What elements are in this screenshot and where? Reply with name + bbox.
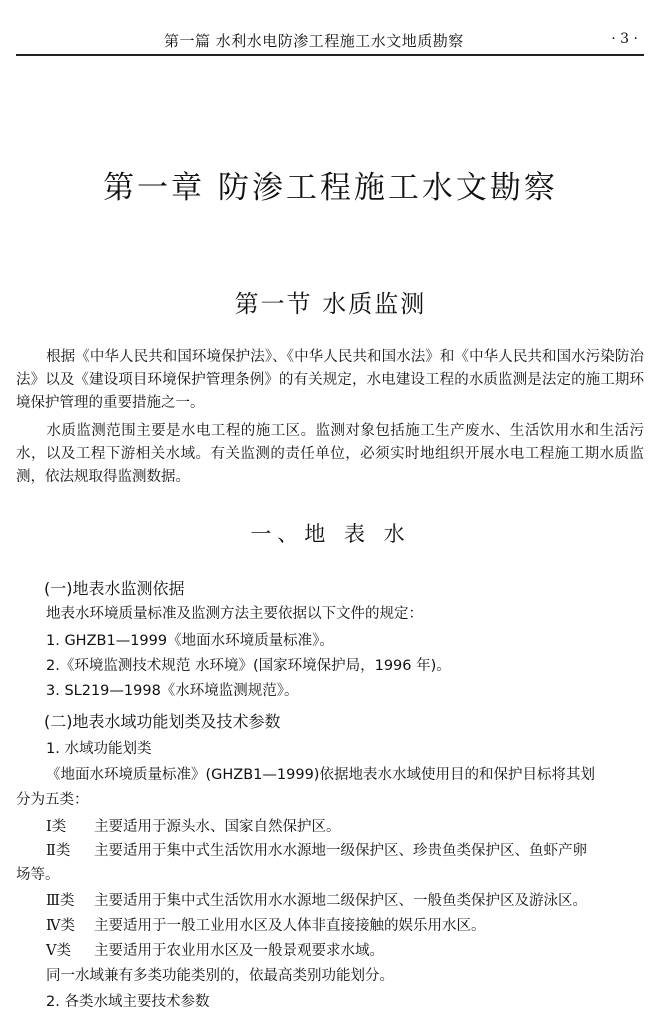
class-text: 主要适用于农业用水区及一般景观要求水域。 — [94, 943, 384, 959]
class-item-2-continuation: 场等。 — [16, 867, 60, 883]
class-text: 主要适用于集中式生活饮用水水源地二级保护区、一般鱼类保护区及游泳区。 — [94, 893, 587, 909]
basis-item-1: 1. GHZB1—1999《地面水环境质量标准》。 — [46, 633, 334, 649]
heading-surface-water: 一、地 表 水 — [250, 522, 411, 546]
section-title: 第一节 水质监测 — [234, 290, 427, 318]
point-1-heading: 1. 水域功能划类 — [46, 741, 152, 757]
basis-item-2: 2.《环境监测技术规范 水环境》(国家环境保护局，1996 年)。 — [46, 658, 451, 674]
class-item-2 — [46, 840, 587, 863]
running-header-title: 第一篇 水利水电防渗工程施工水文地质勘察 — [164, 32, 464, 50]
subheading-monitoring-basis: (一)地表水监测依据 — [44, 579, 185, 598]
class-number: Ⅳ类 — [46, 918, 75, 934]
basis-item-3: 3. SL219—1998《水环境监测规范》。 — [46, 683, 299, 699]
classes-intro-line-1: 《地面水环境质量标准》(GHZB1—1999)依据地表水水域使用目的和保护目标将其划 — [46, 767, 595, 783]
subheading-function-classes: (二)地表水域功能划类及技术参数 — [44, 712, 281, 731]
classes-intro-line-2: 分为五类： — [16, 792, 89, 808]
class-item-1 — [46, 816, 341, 839]
point-2-heading: 2. 各类水域主要技术参数 — [46, 994, 210, 1010]
class-text: 主要适用于源头水、国家自然保护区。 — [94, 819, 341, 835]
class-item-3 — [46, 890, 587, 913]
class-text: 主要适用于一般工业用水区及人体非直接接触的娱乐用水区。 — [94, 918, 486, 934]
class-number: Ⅴ类 — [46, 943, 71, 959]
class-item-5 — [46, 940, 384, 963]
class-text: 主要适用于集中式生活饮用水水源地一级保护区、珍贵鱼类保护区、鱼虾产卵 — [94, 843, 587, 859]
class-number: Ⅱ类 — [46, 843, 71, 859]
intro-paragraph: 根据《中华人民共和国环境保护法》、《中华人民共和国水法》和《中华人民共和国水污染防治法》以及《建设项目环境保护管理条例》的有关规定，水电建设工程的水质监测是法定的施工期环境保护管理的重要措施之一。 — [16, 349, 644, 411]
class-item-4 — [46, 915, 486, 938]
running-header — [16, 18, 644, 56]
page-number: · 3 · — [611, 31, 638, 47]
scope-paragraph: 水质监测范围主要是水电工程的施工区。监测对象包括施工生产废水、生活饮用水和生活污水，以及工程下游相关水域。有关监测的责任单位，必须实时地组织开展水电工程施工期水质监测，依法规取得监测数据。 — [16, 423, 644, 485]
classification-note: 同一水域兼有多类功能类别的，依最高类别功能划分。 — [46, 968, 394, 984]
chapter-title: 第一章 防渗工程施工水文勘察 — [103, 170, 558, 206]
class-number: Ⅲ类 — [46, 893, 75, 909]
class-number: Ⅰ类 — [46, 819, 67, 835]
basis-intro: 地表水环境质量标准及监测方法主要依据以下文件的规定： — [46, 606, 423, 622]
